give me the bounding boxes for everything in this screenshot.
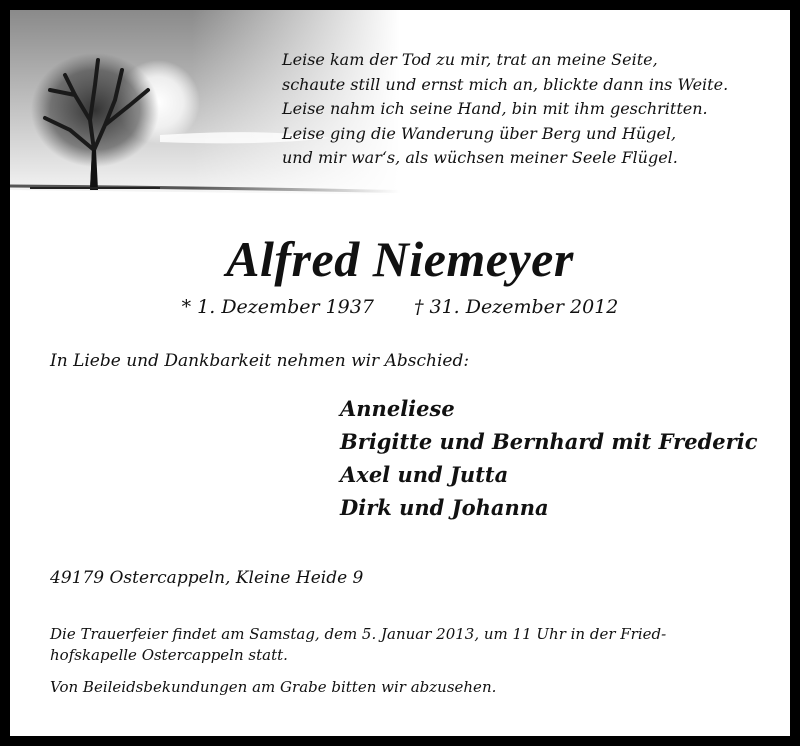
family-member: Dirk und Johanna bbox=[340, 495, 549, 520]
poem-line: Leise kam der Tod zu mir, trat an meine Seite, bbox=[282, 50, 658, 69]
condolence-text: Von Beileidsbekundungen am Grabe bitten wir abzusehen. bbox=[50, 678, 497, 696]
address: 49179 Ostercappeln, Kleine Heide 9 bbox=[50, 568, 364, 588]
poem-line: und mir war‘s, als wüchsen meiner Seele Flügel. bbox=[282, 148, 678, 167]
poem bbox=[282, 48, 782, 171]
life-dates bbox=[10, 296, 790, 318]
poem-line: Leise nahm ich seine Hand, bin mit ihm geschritten. bbox=[282, 99, 708, 118]
funeral-notice bbox=[50, 624, 770, 666]
farewell-text: In Liebe und Dankbarkeit nehmen wir Abschied: bbox=[50, 351, 470, 371]
death-date: † 31. Dezember 2012 bbox=[413, 296, 619, 318]
poem-line: schaute still und ernst mich an, blickte dann ins Weite. bbox=[282, 74, 729, 94]
poem-line: Leise ging die Wanderung über Berg und Hügel, bbox=[282, 123, 677, 143]
deceased-name: Alfred Niemeyer bbox=[226, 231, 574, 287]
family-member: Axel und Jutta bbox=[340, 462, 509, 487]
birth-date: * 1. Dezember 1937 bbox=[181, 296, 374, 318]
notice-line: Die Trauerfeier findet am Samstag, dem 5. Januar 2013, um 11 Uhr in der Fried- bbox=[50, 625, 667, 643]
family-member: Anneliese bbox=[340, 396, 455, 421]
obituary-card bbox=[10, 10, 790, 736]
family-member: Brigitte und Bernhard mit Frederic bbox=[340, 429, 758, 454]
family-list bbox=[340, 392, 757, 524]
notice-line: hofskapelle Ostercappeln statt. bbox=[50, 646, 288, 664]
